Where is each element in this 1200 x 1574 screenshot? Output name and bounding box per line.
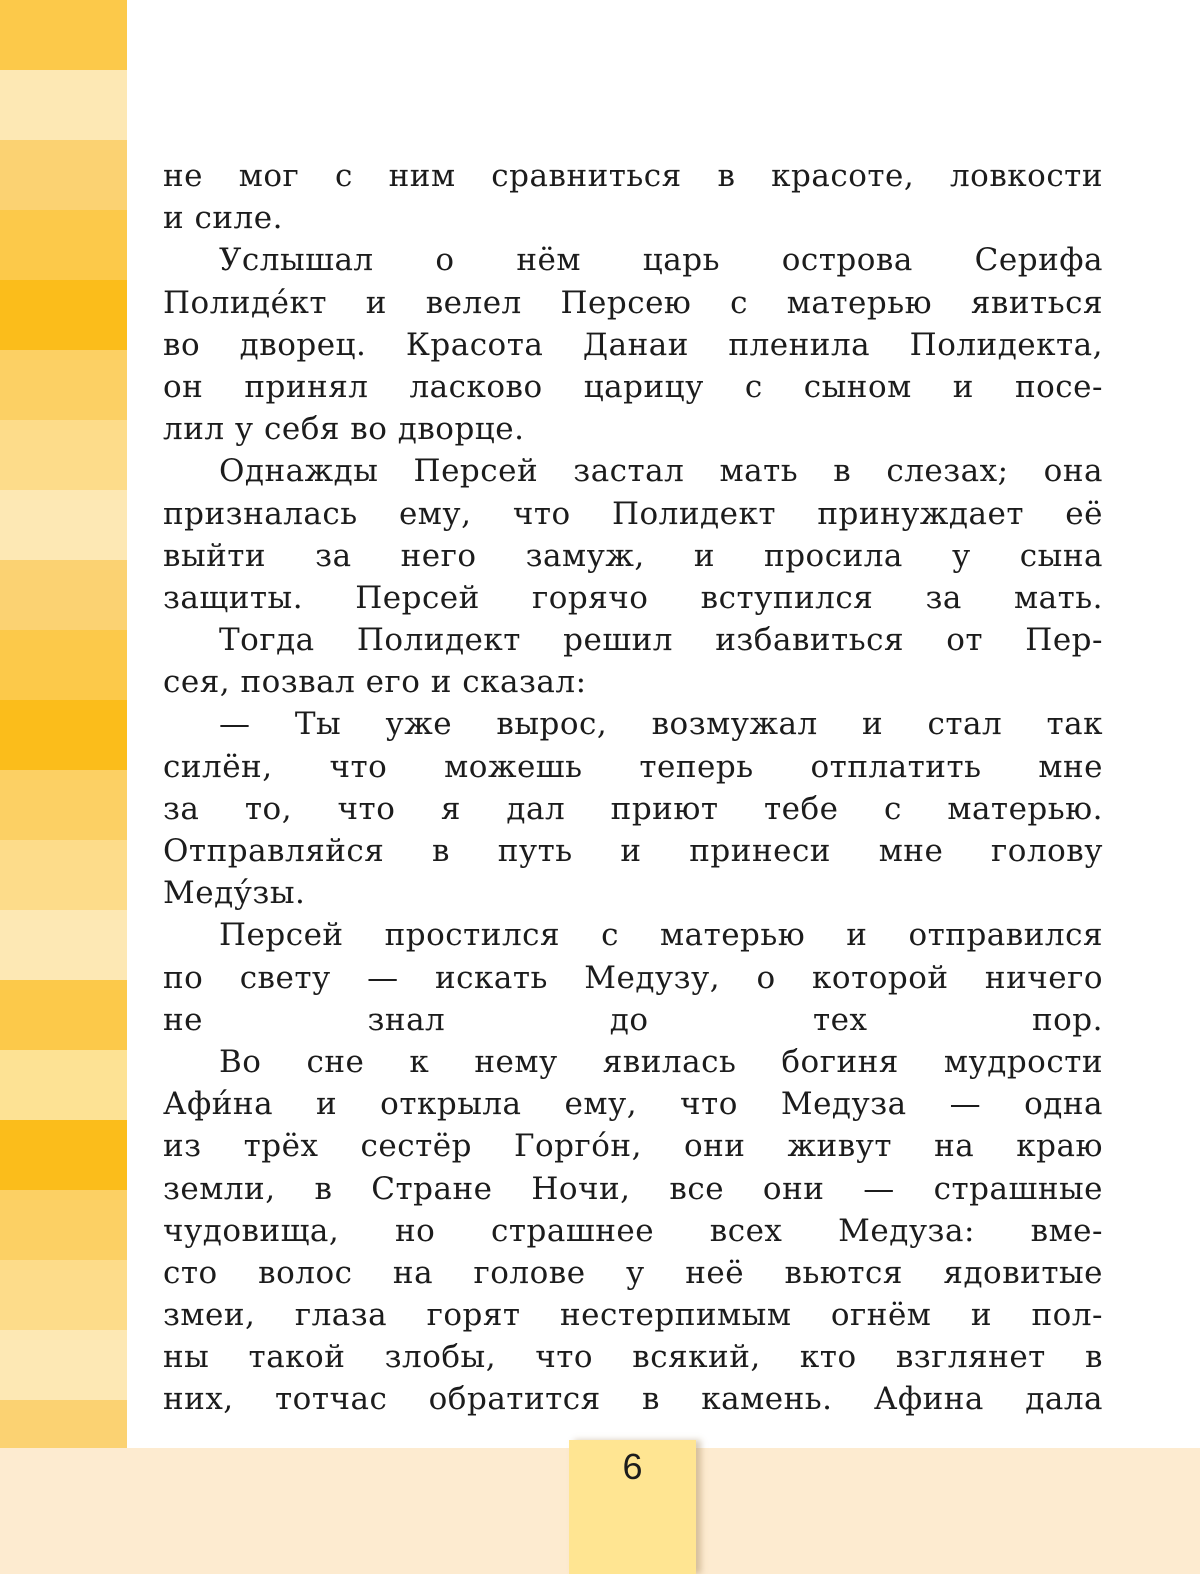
text-line: выйти за него замуж, и просила у сына xyxy=(163,537,1103,574)
text-line: по свету — искать Медузу, о которой ничего xyxy=(163,959,1103,996)
text-line: и силе. xyxy=(163,200,283,237)
body-text xyxy=(163,155,1103,1421)
stripe xyxy=(0,210,127,280)
stripe xyxy=(0,350,127,420)
page-number: 6 xyxy=(622,1446,643,1487)
stripe xyxy=(0,1400,127,1448)
text-line: Отправляйся в путь и принеси мне голову xyxy=(163,833,1103,869)
stripe xyxy=(0,1190,127,1260)
text-line: не мог с ним сравниться в красоте, ловкости xyxy=(163,158,1103,194)
stripe xyxy=(0,280,127,350)
text-line: лил у себя во дворце. xyxy=(163,411,525,448)
stripe xyxy=(0,140,127,210)
stripe xyxy=(0,0,127,70)
stripe xyxy=(0,840,127,910)
text-line: чудовища, но страшнее всех Медуза: вме- xyxy=(163,1212,1103,1249)
text-line: Персей простился с матерью и отправился xyxy=(219,917,1103,954)
text-line: за то, что я дал приют тебе с матерью. xyxy=(163,790,1103,827)
stripe xyxy=(0,770,127,840)
text-line: Однажды Персей застал мать в слезах; она xyxy=(219,453,1103,490)
text-line: во дворец. Красота Данаи пленила Полидекта, xyxy=(163,326,1103,363)
text-line: сто волос на голове у неё вьются ядовитые xyxy=(163,1254,1103,1291)
stripe xyxy=(0,910,127,980)
stripe xyxy=(0,490,127,560)
stripe xyxy=(0,700,127,770)
text-line: — Ты уже вырос, возмужал и стал так xyxy=(219,706,1103,743)
text-line: из трёх сестёр Горго́н, они живут на краю xyxy=(163,1128,1103,1165)
stripe xyxy=(0,1330,127,1400)
text-line: Во сне к нему явилась богиня мудрости xyxy=(219,1043,1103,1080)
stripe xyxy=(0,560,127,630)
text-line: Тогда Полидект решил избавиться от Пер- xyxy=(219,622,1103,659)
text-line: сея, позвал его и сказал: xyxy=(163,664,587,701)
decorative-stripes xyxy=(0,0,127,1448)
text-line: Меду́зы. xyxy=(163,875,306,912)
text-line: силён, что можешь теперь отплатить мне xyxy=(163,748,1103,785)
text-line: защиты. Персей горячо вступился за мать. xyxy=(163,579,1103,616)
stripe xyxy=(0,980,127,1050)
text-line: Полиде́кт и велел Персею с матерью явиться xyxy=(163,284,1103,321)
text-line: не знал до тех пор. xyxy=(163,1001,1103,1038)
text-line: земли, в Стране Ночи, все они — страшные xyxy=(163,1170,1103,1207)
page-number-box xyxy=(569,1440,696,1574)
stripe xyxy=(0,1050,127,1120)
text-line: ны такой злобы, что всякий, кто взглянет в xyxy=(163,1339,1103,1376)
stripe xyxy=(0,1260,127,1330)
text-line: призналась ему, что Полидект принуждает её xyxy=(163,495,1103,532)
text-line: них, тотчас обратится в камень. Афина дала xyxy=(163,1381,1103,1418)
text-line: Услышал о нём царь острова Серифа xyxy=(219,242,1103,279)
stripe xyxy=(0,630,127,700)
text-line: он принял ласково царицу с сыном и посе- xyxy=(163,368,1103,405)
stripe xyxy=(0,420,127,490)
stripe xyxy=(0,70,127,140)
text-line: Афи́на и открыла ему, что Медуза — одна xyxy=(163,1086,1103,1123)
stripe xyxy=(0,1120,127,1190)
text-line: змеи, глаза горят нестерпимым огнём и пол- xyxy=(163,1297,1103,1334)
